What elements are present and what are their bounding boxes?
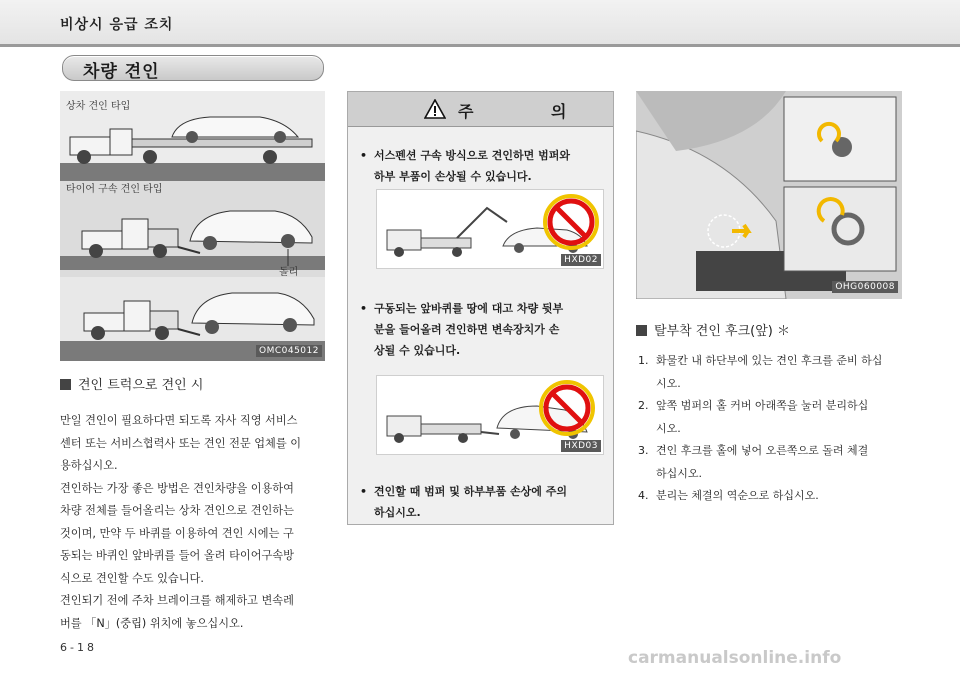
bullet-line: 서스펜션 구속 방식으로 견인하면 범퍼와 [374,149,570,162]
square-bullet-icon [636,325,647,336]
label-dolly: 돌리 [279,267,299,278]
para-line: 버를 「N」(중립) 위치에 놓으십시오. [60,616,244,630]
step-number: 3. [638,444,649,457]
step-number: 4. [638,489,649,502]
bullet-dot: • [360,485,368,498]
tow-hook-steps [636,350,902,508]
step-line: 분리는 체결의 역순으로 하십시오. [656,489,819,502]
subheading-text: 탈부착 견인 후크(앞) ＊ [654,324,791,339]
subheading-text: 견인 트럭으로 견인 시 [78,378,204,393]
label-wheel-lift: 타이어 구속 견인 타입 [66,184,163,195]
para-line: 견인되기 전에 주차 브레이크를 해제하고 변속레 [60,594,294,607]
bullet-line: 하부 부품이 손상될 수 있습니다. [374,170,532,183]
subheading-tow-truck [60,374,203,393]
header-band [0,0,960,47]
step-item [636,440,902,485]
figure-code: OMC045012 [256,345,322,357]
bumper-drawing [636,91,902,299]
section-title-pill [62,55,324,81]
tow-hook-photo [636,91,902,299]
para-line: 식으로 견인할 수도 있습니다. [60,571,204,585]
step-line: 시오. [656,376,681,390]
bullet-line: 하십시오. [374,506,421,519]
para-line: 센터 또는 서비스협력사 또는 견인 전문 업체를 이 [60,436,302,450]
bullet-dot: • [360,149,368,162]
label-flatbed: 상차 견인 타입 [66,101,131,112]
caution-code-2: HXD03 [561,440,601,452]
tow-trucks-drawing [60,91,325,361]
bullet-dot: • [360,302,368,315]
towing-illustration [60,91,325,361]
para-line: 만일 견인이 필요하다면 되도록 자사 직영 서비스 [60,414,298,427]
square-bullet-icon [60,379,71,390]
section-title: 차량 견인 [83,62,160,82]
step-number: 2. [638,399,649,412]
step-item [636,395,902,440]
bullet-line: 구동되는 앞바퀴를 땅에 대고 차량 뒷부 [374,302,564,315]
para-line: 것이며, 만약 두 바퀴를 이용하여 견인 시에는 구 [60,526,294,540]
towing-paragraphs [60,410,330,635]
caution-bullet [360,298,605,361]
para-line: 차량 전체를 들어올리는 상차 견인으로 견인하는 [60,504,294,517]
step-line: 화물칸 내 하단부에 있는 견인 후크를 준비 하십 [656,354,883,367]
caution-image-suspension [376,189,604,269]
step-item [636,485,902,508]
bullet-line: 분을 들어올려 견인하면 변속장치가 손 [374,323,560,336]
chapter-title: 비상시 응급 조치 [60,17,174,33]
bullet-line: 상될 수 있습니다. [374,344,461,357]
para-line: 동되는 바퀴인 앞바퀴를 들어 올려 타이어구속방 [60,549,294,562]
page-number: 6-18 [60,641,97,654]
caution-bullet [360,481,605,523]
subheading-tow-hook [636,320,790,339]
para-line: 용하십시오. [60,459,118,472]
caution-bullet [360,145,605,187]
watermark: carmanualsonline.info [628,648,842,668]
caution-code-1: HXD02 [561,254,601,266]
step-line: 하십시오. [656,466,703,480]
para-line: 견인하는 가장 좋은 방법은 견인차량을 이용하여 [60,481,294,495]
step-line: 견인 후크를 홀에 넣어 오른쪽으로 돌려 체결 [656,444,869,457]
step-line: 앞쪽 범퍼의 홀 커버 아래쪽을 눌러 분리하십 [656,399,869,412]
warning-triangle-icon [424,99,446,119]
caution-box [347,91,614,525]
step-number: 1. [638,354,649,367]
caution-header [348,92,613,127]
photo-code: OHG060008 [832,281,898,293]
caution-image-rear-lift [376,375,604,455]
step-item [636,350,902,395]
step-line: 시오. [656,421,681,435]
bullet-line: 견인할 때 범퍼 및 하부부품 손상에 주의 [374,485,567,498]
caution-title: 주 의 [458,102,603,121]
